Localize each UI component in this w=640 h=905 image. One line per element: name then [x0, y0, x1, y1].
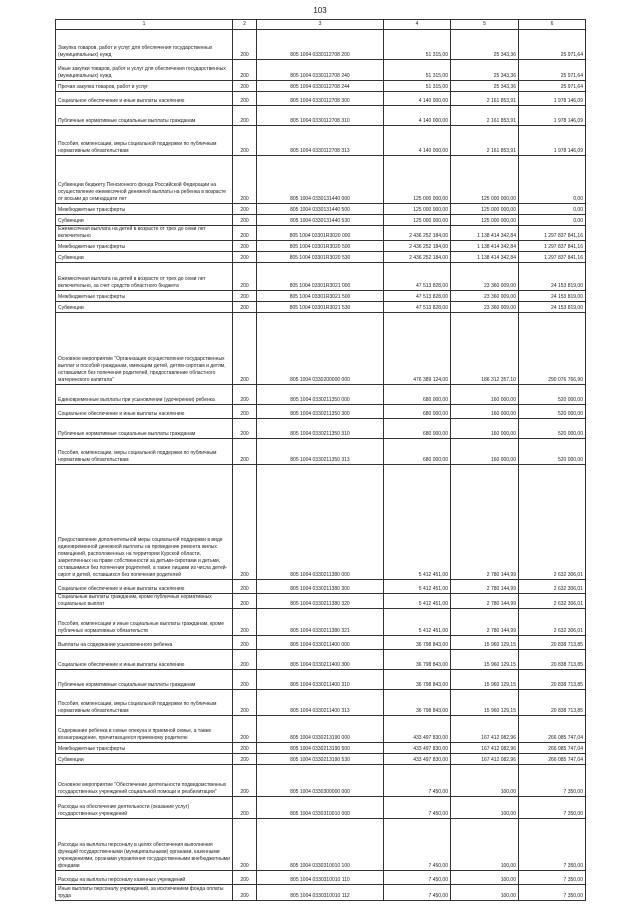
row-name-cell: Предоставление дополнительной меры социальной поддержки в виде единовременной денежной выплаты на проведение ремонта жилых помещений, расположенных на территории Курской области, закрепленных на праве собственности за детьми-сиротами и детьми, оставшимися без попечения родителей, а также лицами из числа детей-сирот и детей, оставшихся без попечения родителей	[56, 465, 233, 580]
row-name-cell: Социальные выплаты гражданам, кроме публичных нормативных социальных выплат	[56, 594, 233, 609]
row-kbk-cell: 805 1004 0330310010 110	[257, 871, 384, 885]
row-unexecuted-cell: 1 978 146,09	[519, 92, 586, 106]
row-unexecuted-cell: 1 297 837 841,16	[519, 252, 586, 263]
row-approved-cell: 36 798 843,00	[384, 650, 451, 670]
row-executed-cell: 160 000,00	[451, 405, 519, 419]
row-kbk-cell: 805 1004 0330211400 310	[257, 670, 384, 690]
row-name-cell: Пособия, компенсации, меры социальной поддержки по публичным нормативным обязательствам	[56, 126, 233, 156]
row-name-cell: Основное мероприятие "Организация осуществления государственных выплат и пособий гражданам, имеющим детей, детям-сиротам и детям, оставшимся без попечения родителей, предоставление областного материнского капитала"	[56, 313, 233, 385]
row-unexecuted-cell: 290 076 766,90	[519, 313, 586, 385]
row-executed-cell: 25 343,36	[451, 30, 519, 60]
row-executed-cell: 167 412 082,96	[451, 716, 519, 743]
row-approved-cell: 4 140 000,00	[384, 92, 451, 106]
table-row	[56, 580, 586, 594]
row-code-cell: 200	[233, 215, 257, 226]
row-name-cell: Субвенции	[56, 215, 233, 226]
row-code-cell: 200	[233, 241, 257, 252]
row-approved-cell: 4 140 000,00	[384, 126, 451, 156]
row-unexecuted-cell: 2 632 306,01	[519, 580, 586, 594]
row-approved-cell: 433 497 830,00	[384, 754, 451, 765]
row-name-cell: Межбюджетные трансферты	[56, 743, 233, 754]
table-row	[56, 650, 586, 670]
row-kbk-cell: 805 1004 0330211350 313	[257, 439, 384, 465]
row-name-cell: Содержание ребенка в семье опекуна и приемной семье, а также вознаграждение, причитающееся приемному родителю	[56, 716, 233, 743]
column-header: 4	[384, 20, 451, 30]
table-row	[56, 465, 586, 580]
row-code-cell: 200	[233, 92, 257, 106]
row-unexecuted-cell: 520 000,00	[519, 385, 586, 405]
row-kbk-cell: 805 1004 0330310010 000	[257, 797, 384, 819]
table-row	[56, 754, 586, 765]
page-number: 103	[313, 6, 327, 15]
row-name-cell: Прочая закупка товаров, работ и услуг	[56, 81, 233, 92]
row-executed-cell: 2 780 144,99	[451, 609, 519, 636]
row-code-cell: 200	[233, 797, 257, 819]
row-executed-cell: 2 780 144,99	[451, 580, 519, 594]
row-kbk-cell: 805 1004 0330211380 321	[257, 609, 384, 636]
row-approved-cell: 47 513 828,00	[384, 302, 451, 313]
row-name-cell: Иные закупки товаров, работ и услуг для обеспечения государственных (муниципальных) нужд	[56, 60, 233, 81]
table-row	[56, 405, 586, 419]
row-unexecuted-cell: 1 978 146,09	[519, 106, 586, 126]
row-name-cell: Выплаты на содержание усыновленного ребенка	[56, 636, 233, 650]
row-code-cell: 200	[233, 754, 257, 765]
row-code-cell: 200	[233, 650, 257, 670]
row-code-cell: 200	[233, 291, 257, 302]
row-executed-cell: 167 412 082,96	[451, 754, 519, 765]
row-kbk-cell: 805 1004 0330211400 313	[257, 690, 384, 716]
row-unexecuted-cell: 1 978 146,09	[519, 126, 586, 156]
row-approved-cell: 680 000,00	[384, 419, 451, 439]
row-name-cell: Единовременные выплаты при усыновлении (удочерении) ребенка	[56, 385, 233, 405]
table-row	[56, 252, 586, 263]
row-code-cell: 200	[233, 439, 257, 465]
row-name-cell: Социальное обеспечение и иные выплаты населению	[56, 405, 233, 419]
row-code-cell: 200	[233, 670, 257, 690]
row-approved-cell: 7 450,00	[384, 885, 451, 901]
table-row	[56, 126, 586, 156]
row-executed-cell: 1 138 414 342,84	[451, 252, 519, 263]
row-name-cell: Субвенции	[56, 302, 233, 313]
row-executed-cell: 25 343,36	[451, 81, 519, 92]
row-approved-cell: 125 000 000,00	[384, 156, 451, 204]
row-unexecuted-cell: 20 838 713,85	[519, 636, 586, 650]
row-code-cell: 200	[233, 819, 257, 871]
row-kbk-cell: 805 1004 03301R3021 000	[257, 263, 384, 291]
row-code-cell: 200	[233, 580, 257, 594]
row-code-cell: 200	[233, 690, 257, 716]
row-unexecuted-cell: 7 350,00	[519, 819, 586, 871]
table-row	[56, 263, 586, 291]
row-executed-cell: 23 360 009,00	[451, 263, 519, 291]
table-row	[56, 670, 586, 690]
row-code-cell: 200	[233, 871, 257, 885]
column-header: 6	[519, 20, 586, 30]
table-row	[56, 302, 586, 313]
table-row	[56, 60, 586, 81]
row-name-cell: Пособия, компенсации, меры социальной поддержки по публичным нормативным обязательствам	[56, 439, 233, 465]
row-executed-cell: 125 000 000,00	[451, 204, 519, 215]
row-executed-cell: 15 960 129,15	[451, 670, 519, 690]
column-header: 3	[257, 20, 384, 30]
column-header: 5	[451, 20, 519, 30]
row-name-cell: Расходы на выплаты персоналу казенных учреждений	[56, 871, 233, 885]
row-approved-cell: 51 315,00	[384, 81, 451, 92]
row-kbk-cell: 805 1004 0330131440 530	[257, 215, 384, 226]
row-approved-cell: 5 412 451,00	[384, 580, 451, 594]
row-approved-cell: 51 315,00	[384, 60, 451, 81]
column-header: 1	[56, 20, 233, 30]
row-name-cell: Социальное обеспечение и иные выплаты населению	[56, 650, 233, 670]
row-unexecuted-cell: 24 153 819,00	[519, 302, 586, 313]
row-executed-cell: 125 000 000,00	[451, 215, 519, 226]
row-kbk-cell: 805 1004 0330131440 500	[257, 204, 384, 215]
row-unexecuted-cell: 7 350,00	[519, 797, 586, 819]
row-kbk-cell: 805 1004 0330112708 313	[257, 126, 384, 156]
row-unexecuted-cell: 520 000,00	[519, 405, 586, 419]
row-executed-cell: 160 000,00	[451, 385, 519, 405]
row-kbk-cell: 805 1004 0330211400 000	[257, 636, 384, 650]
row-code-cell: 200	[233, 465, 257, 580]
row-code-cell: 200	[233, 106, 257, 126]
row-code-cell: 200	[233, 765, 257, 797]
row-executed-cell: 2 161 853,91	[451, 92, 519, 106]
row-unexecuted-cell: 1 297 837 841,16	[519, 226, 586, 241]
row-code-cell: 200	[233, 156, 257, 204]
row-code-cell: 200	[233, 385, 257, 405]
table-row	[56, 885, 586, 901]
row-kbk-cell: 805 1004 0330200000 000	[257, 313, 384, 385]
row-executed-cell: 2 161 853,91	[451, 106, 519, 126]
row-executed-cell: 160 000,00	[451, 419, 519, 439]
row-executed-cell: 15 960 129,15	[451, 690, 519, 716]
table-row	[56, 156, 586, 204]
row-unexecuted-cell: 266 085 747,04	[519, 716, 586, 743]
row-executed-cell: 15 960 129,15	[451, 650, 519, 670]
table-row	[56, 797, 586, 819]
row-code-cell: 200	[233, 419, 257, 439]
row-kbk-cell: 805 1004 03301R3020 530	[257, 252, 384, 263]
row-unexecuted-cell: 20 838 713,85	[519, 670, 586, 690]
row-unexecuted-cell: 520 000,00	[519, 439, 586, 465]
row-approved-cell: 125 000 000,00	[384, 204, 451, 215]
row-approved-cell: 7 450,00	[384, 797, 451, 819]
row-approved-cell: 476 389 124,00	[384, 313, 451, 385]
row-executed-cell: 100,00	[451, 871, 519, 885]
row-unexecuted-cell: 2 632 306,01	[519, 594, 586, 609]
row-kbk-cell: 805 1004 0330211350 300	[257, 405, 384, 419]
row-approved-cell: 36 798 843,00	[384, 690, 451, 716]
table-row	[56, 291, 586, 302]
table-row	[56, 871, 586, 885]
table-row	[56, 92, 586, 106]
row-kbk-cell: 805 1004 0330211350 000	[257, 385, 384, 405]
row-name-cell: Закупка товаров, работ и услуг для обеспечения государственных (муниципальных) нужд	[56, 30, 233, 60]
table-row	[56, 439, 586, 465]
table-row	[56, 241, 586, 252]
row-name-cell: Ежемесячная выплата на детей в возрасте от трех до семи лет включительно	[56, 226, 233, 241]
row-executed-cell: 15 960 129,15	[451, 636, 519, 650]
table-row	[56, 819, 586, 871]
row-code-cell: 200	[233, 30, 257, 60]
row-executed-cell: 186 312 357,10	[451, 313, 519, 385]
row-code-cell: 200	[233, 226, 257, 241]
row-executed-cell: 2 780 144,99	[451, 594, 519, 609]
row-code-cell: 200	[233, 716, 257, 743]
row-approved-cell: 51 315,00	[384, 30, 451, 60]
row-approved-cell: 2 436 252 184,00	[384, 252, 451, 263]
row-unexecuted-cell: 2 632 306,01	[519, 609, 586, 636]
row-approved-cell: 7 450,00	[384, 871, 451, 885]
row-kbk-cell: 805 1004 0330310010 100	[257, 819, 384, 871]
row-approved-cell: 36 798 843,00	[384, 636, 451, 650]
row-executed-cell: 2 780 144,99	[451, 465, 519, 580]
row-unexecuted-cell: 0,00	[519, 215, 586, 226]
table-row	[56, 385, 586, 405]
row-code-cell: 200	[233, 81, 257, 92]
row-name-cell: Субвенции бюджету Пенсионного фонда Российской Федерации на осуществление ежемесячной денежной выплаты на ребенка в возрасте от восьми до семнадцати лет	[56, 156, 233, 204]
row-code-cell: 200	[233, 743, 257, 754]
row-code-cell: 200	[233, 885, 257, 901]
row-kbk-cell: 805 1004 0330211400 300	[257, 650, 384, 670]
row-name-cell: Публичные нормативные социальные выплаты гражданам	[56, 106, 233, 126]
row-kbk-cell: 805 1004 0330112708 200	[257, 30, 384, 60]
row-code-cell: 200	[233, 252, 257, 263]
row-kbk-cell: 805 1004 03301R3020 000	[257, 226, 384, 241]
row-name-cell: Межбюджетные трансферты	[56, 291, 233, 302]
row-name-cell: Расходы на обеспечение деятельности (оказание услуг) государственных учреждений	[56, 797, 233, 819]
row-unexecuted-cell: 7 350,00	[519, 885, 586, 901]
table-row	[56, 226, 586, 241]
table-body	[56, 30, 586, 901]
row-executed-cell: 160 000,00	[451, 439, 519, 465]
row-kbk-cell: 805 1004 0330213190 500	[257, 743, 384, 754]
table-row	[56, 81, 586, 92]
row-code-cell: 200	[233, 594, 257, 609]
table-row	[56, 419, 586, 439]
row-name-cell: Ежемесячная выплата на детей в возрасте от трех до семи лет включительно, за счет средств областного бюджета	[56, 263, 233, 291]
row-kbk-cell: 805 1004 0330211380 000	[257, 465, 384, 580]
column-header: 2	[233, 20, 257, 30]
row-executed-cell: 125 000 000,00	[451, 156, 519, 204]
row-name-cell: Публичные нормативные социальные выплаты гражданам	[56, 419, 233, 439]
row-name-cell: Основное мероприятие "Обеспечение деятельности подведомственных государственных учреждений социальной помощи и реабилитации"	[56, 765, 233, 797]
row-code-cell: 200	[233, 126, 257, 156]
table-row	[56, 594, 586, 609]
row-approved-cell: 5 412 451,00	[384, 609, 451, 636]
row-unexecuted-cell: 20 838 713,85	[519, 690, 586, 716]
row-name-cell: Публичные нормативные социальные выплаты гражданам	[56, 670, 233, 690]
row-executed-cell: 1 138 414 342,84	[451, 241, 519, 252]
table-row	[56, 204, 586, 215]
row-unexecuted-cell: 24 153 819,00	[519, 263, 586, 291]
budget-execution-table	[55, 19, 586, 901]
row-kbk-cell: 805 1004 0330211380 300	[257, 580, 384, 594]
row-executed-cell: 100,00	[451, 885, 519, 901]
row-executed-cell: 167 412 082,96	[451, 743, 519, 754]
row-kbk-cell: 805 1004 0330112708 310	[257, 106, 384, 126]
row-approved-cell: 433 497 830,00	[384, 716, 451, 743]
row-name-cell: Пособия, компенсации и иные социальные выплаты гражданам, кроме публичных нормативных обязательств	[56, 609, 233, 636]
row-code-cell: 200	[233, 302, 257, 313]
row-approved-cell: 7 450,00	[384, 765, 451, 797]
table-row	[56, 690, 586, 716]
row-code-cell: 200	[233, 636, 257, 650]
row-unexecuted-cell: 520 000,00	[519, 419, 586, 439]
row-approved-cell: 47 513 828,00	[384, 263, 451, 291]
row-kbk-cell: 805 1004 0330213190 530	[257, 754, 384, 765]
row-unexecuted-cell: 25 971,64	[519, 81, 586, 92]
row-approved-cell: 125 000 000,00	[384, 215, 451, 226]
row-approved-cell: 680 000,00	[384, 439, 451, 465]
row-approved-cell: 680 000,00	[384, 405, 451, 419]
table-row	[56, 215, 586, 226]
row-executed-cell: 100,00	[451, 765, 519, 797]
row-unexecuted-cell: 266 085 747,04	[519, 754, 586, 765]
row-kbk-cell: 805 1004 0330131440 000	[257, 156, 384, 204]
table-row	[56, 765, 586, 797]
row-executed-cell: 100,00	[451, 797, 519, 819]
table-row	[56, 30, 586, 60]
table-row	[56, 743, 586, 754]
row-code-cell: 200	[233, 60, 257, 81]
row-unexecuted-cell: 2 632 306,01	[519, 465, 586, 580]
row-name-cell: Социальное обеспечение и иные выплаты населению	[56, 92, 233, 106]
row-code-cell: 200	[233, 263, 257, 291]
table-row	[56, 313, 586, 385]
row-approved-cell: 47 513 828,00	[384, 291, 451, 302]
row-code-cell: 200	[233, 405, 257, 419]
row-kbk-cell: 805 1004 0330213190 000	[257, 716, 384, 743]
row-approved-cell: 680 000,00	[384, 385, 451, 405]
row-unexecuted-cell: 25 971,64	[519, 30, 586, 60]
row-name-cell: Межбюджетные трансферты	[56, 204, 233, 215]
row-approved-cell: 5 412 451,00	[384, 594, 451, 609]
row-executed-cell: 2 161 853,91	[451, 126, 519, 156]
row-name-cell: Расходы на выплаты персоналу в целях обеспечения выполнения функций государственными (муниципальными) органами, казенными учреждениями, органами управления государственными внебюджетными фондами	[56, 819, 233, 871]
row-approved-cell: 4 140 000,00	[384, 106, 451, 126]
row-executed-cell: 1 138 414 342,84	[451, 226, 519, 241]
row-name-cell: Межбюджетные трансферты	[56, 241, 233, 252]
table-row	[56, 716, 586, 743]
row-approved-cell: 2 436 252 184,00	[384, 241, 451, 252]
row-name-cell: Иные выплаты персоналу учреждений, за исключением фонда оплаты труда	[56, 885, 233, 901]
row-unexecuted-cell: 20 838 713,85	[519, 650, 586, 670]
row-executed-cell: 25 343,36	[451, 60, 519, 81]
row-executed-cell: 23 360 009,00	[451, 291, 519, 302]
row-name-cell: Социальное обеспечение и иные выплаты населению	[56, 580, 233, 594]
row-unexecuted-cell: 24 153 819,00	[519, 291, 586, 302]
row-kbk-cell: 805 1004 03301R3021 530	[257, 302, 384, 313]
row-kbk-cell: 805 1004 0330112708 244	[257, 81, 384, 92]
table-row	[56, 106, 586, 126]
row-unexecuted-cell: 0,00	[519, 204, 586, 215]
row-name-cell: Пособия, компенсации, меры социальной поддержки по публичным нормативным обязательствам	[56, 690, 233, 716]
table-row	[56, 609, 586, 636]
row-executed-cell: 23 360 009,00	[451, 302, 519, 313]
row-approved-cell: 36 798 843,00	[384, 670, 451, 690]
row-executed-cell: 100,00	[451, 819, 519, 871]
row-unexecuted-cell: 1 297 837 841,16	[519, 241, 586, 252]
row-name-cell: Субвенции	[56, 252, 233, 263]
row-kbk-cell: 805 1004 0330211380 320	[257, 594, 384, 609]
row-unexecuted-cell: 25 971,64	[519, 60, 586, 81]
row-approved-cell: 7 450,00	[384, 819, 451, 871]
table-row	[56, 636, 586, 650]
row-kbk-cell: 805 1004 0330211350 310	[257, 419, 384, 439]
row-unexecuted-cell: 266 085 747,04	[519, 743, 586, 754]
row-approved-cell: 5 412 451,00	[384, 465, 451, 580]
row-name-cell: Субвенции	[56, 754, 233, 765]
row-kbk-cell: 805 1004 03301R3020 500	[257, 241, 384, 252]
row-approved-cell: 2 436 252 184,00	[384, 226, 451, 241]
row-kbk-cell: 805 1004 0330112708 240	[257, 60, 384, 81]
column-number-row	[56, 20, 586, 30]
row-kbk-cell: 805 1004 0330300000 000	[257, 765, 384, 797]
row-unexecuted-cell: 7 350,00	[519, 871, 586, 885]
row-code-cell: 200	[233, 313, 257, 385]
row-unexecuted-cell: 7 350,00	[519, 765, 586, 797]
row-kbk-cell: 805 1004 0330112708 300	[257, 92, 384, 106]
row-kbk-cell: 805 1004 0330310010 112	[257, 885, 384, 901]
row-code-cell: 200	[233, 609, 257, 636]
row-kbk-cell: 805 1004 03301R3021 500	[257, 291, 384, 302]
row-approved-cell: 433 497 830,00	[384, 743, 451, 754]
row-unexecuted-cell: 0,00	[519, 156, 586, 204]
row-code-cell: 200	[233, 204, 257, 215]
